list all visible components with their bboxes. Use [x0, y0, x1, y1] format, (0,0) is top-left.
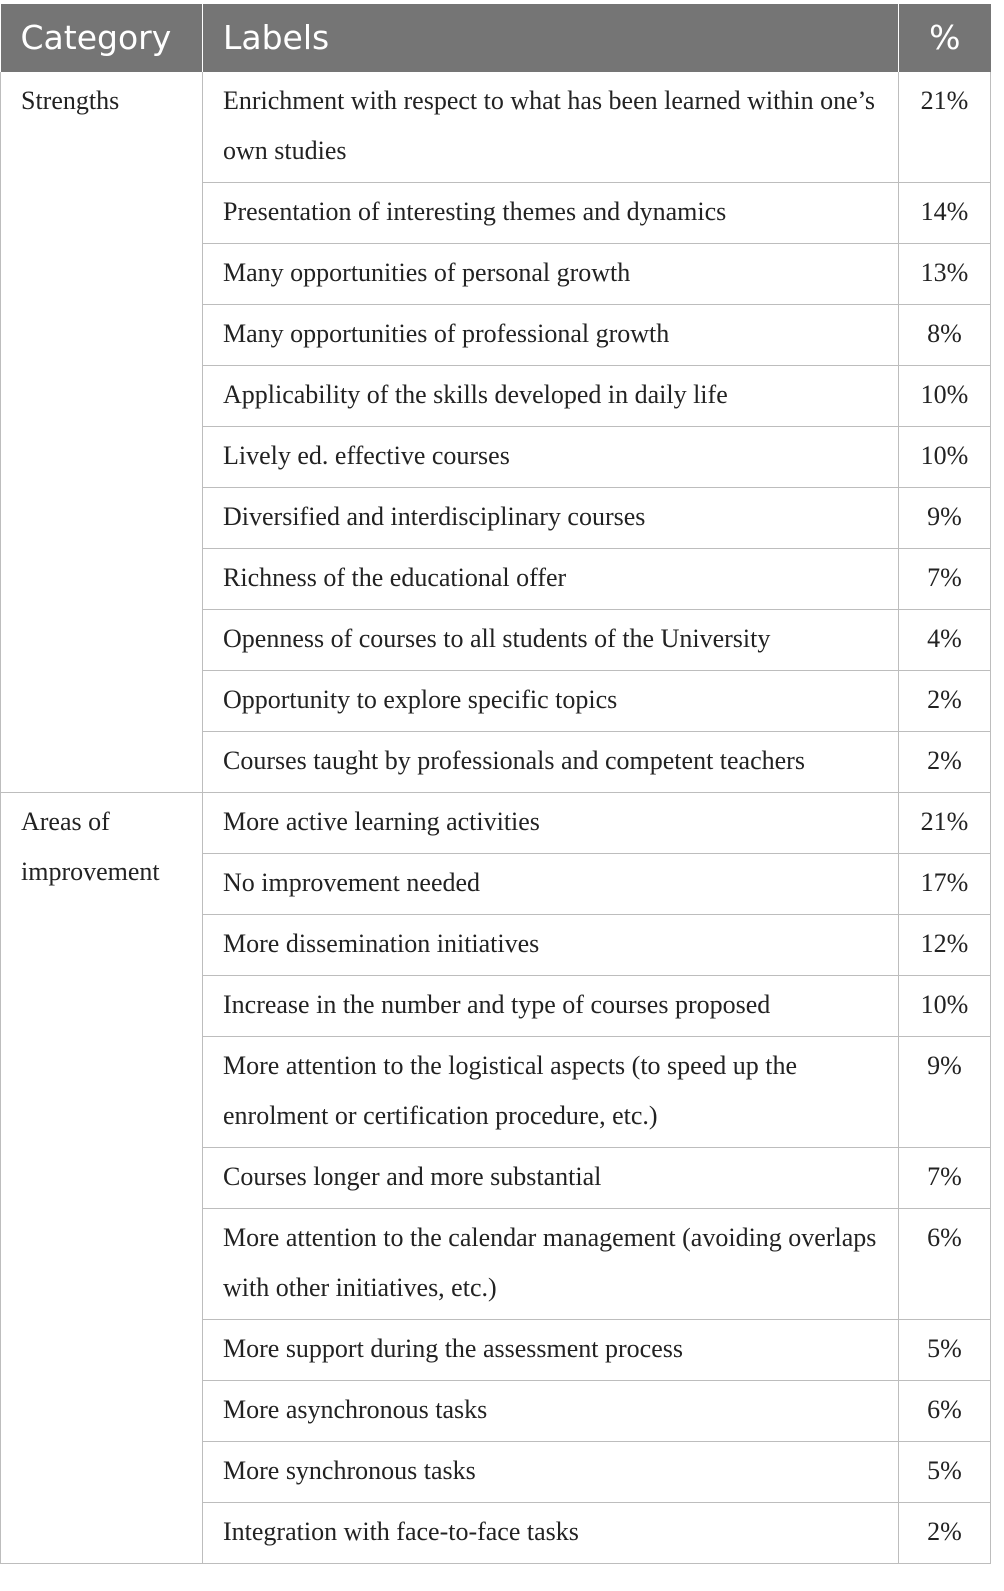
label-cell: More active learning activities [203, 793, 899, 854]
percent-cell: 12% [899, 915, 991, 976]
percent-cell: 21% [899, 793, 991, 854]
percent-cell: 6% [899, 1381, 991, 1442]
percent-cell: 6% [899, 1209, 991, 1320]
percent-cell: 8% [899, 305, 991, 366]
percent-cell: 4% [899, 610, 991, 671]
label-cell: No improvement needed [203, 854, 899, 915]
label-cell: More dissemination initiatives [203, 915, 899, 976]
percent-cell: 13% [899, 244, 991, 305]
label-cell: Opportunity to explore specific topics [203, 671, 899, 732]
label-cell: Openness of courses to all students of the University [203, 610, 899, 671]
header-row [1, 4, 991, 72]
category-cell: Strengths [1, 72, 203, 793]
label-cell: Many opportunities of professional growth [203, 305, 899, 366]
label-cell: Applicability of the skills developed in daily life [203, 366, 899, 427]
label-cell: Richness of the educational offer [203, 549, 899, 610]
label-cell: Increase in the number and type of courses proposed [203, 976, 899, 1037]
table-row [1, 72, 991, 183]
percent-cell: 10% [899, 976, 991, 1037]
label-cell: More support during the assessment process [203, 1320, 899, 1381]
table-row [1, 793, 991, 854]
header-labels: Labels [203, 4, 899, 72]
label-cell: Courses longer and more substantial [203, 1148, 899, 1209]
table-body [1, 72, 991, 1564]
label-cell: Presentation of interesting themes and dynamics [203, 183, 899, 244]
percent-cell: 5% [899, 1442, 991, 1503]
percent-cell: 2% [899, 732, 991, 793]
label-cell: Lively ed. effective courses [203, 427, 899, 488]
label-cell: More asynchronous tasks [203, 1381, 899, 1442]
percent-cell: 10% [899, 427, 991, 488]
category-cell: Areas of improvement [1, 793, 203, 1564]
label-cell: More synchronous tasks [203, 1442, 899, 1503]
percent-cell: 10% [899, 366, 991, 427]
percent-cell: 17% [899, 854, 991, 915]
header-category: Category [1, 4, 203, 72]
header-percent: % [899, 4, 991, 72]
percent-cell: 9% [899, 488, 991, 549]
percent-cell: 21% [899, 72, 991, 183]
percent-cell: 7% [899, 1148, 991, 1209]
percent-cell: 14% [899, 183, 991, 244]
label-cell: Diversified and interdisciplinary courses [203, 488, 899, 549]
percent-cell: 5% [899, 1320, 991, 1381]
percent-cell: 2% [899, 671, 991, 732]
table-header [1, 4, 991, 72]
label-cell: Courses taught by professionals and competent teachers [203, 732, 899, 793]
percent-cell: 9% [899, 1037, 991, 1148]
label-cell: Integration with face-to-face tasks [203, 1503, 899, 1564]
results-table [0, 4, 991, 1564]
percent-cell: 7% [899, 549, 991, 610]
label-cell: Enrichment with respect to what has been learned within one’s own studies [203, 72, 899, 183]
label-cell: More attention to the calendar management (avoiding overlaps with other initiatives, etc.) [203, 1209, 899, 1320]
label-cell: Many opportunities of personal growth [203, 244, 899, 305]
label-cell: More attention to the logistical aspects (to speed up the enrolment or certification procedure, etc.) [203, 1037, 899, 1148]
percent-cell: 2% [899, 1503, 991, 1564]
